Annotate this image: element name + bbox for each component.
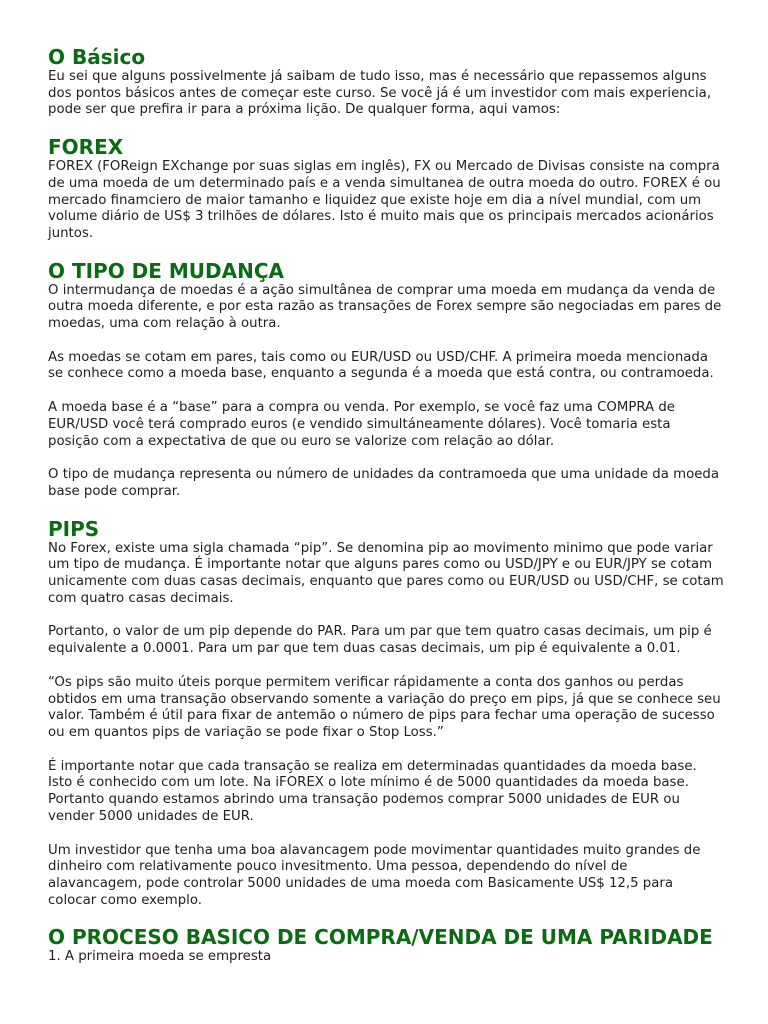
section-title: PIPS (48, 516, 100, 541)
paragraph: A moeda base é a “base” para a compra ou venda. Por exemplo, se você faz uma COMPRA de EUR/USD você terá comprado euros (e vendido simultáneamente dólares). Você tomaria esta posição com a expectativa de que ou euro se valorize com relação ao dólar. (48, 400, 675, 449)
paragraph: O tipo de mudança representa ou número de unidades da contramoeda que uma unidade da moeda base pode comprar. (48, 467, 719, 499)
section-title: O TIPO DE MUDANÇA (48, 258, 285, 283)
paragraph: Eu sei que alguns possivelmente já saibam de tudo isso, mas é necessário que repassemos alguns dos pontos básicos antes de começar este curso. Se você já é um investidor com mais experiencia, pode ser que prefira ir para a próxima lição. De qualquer forma, aqui vamos: (48, 69, 712, 118)
document-body (48, 45, 724, 982)
paragraph: As moedas se cotam em pares, tais como ou EUR/USD ou USD/CHF. A primeira moeda mencionada se conhece como a moeda base, enquanto a segunda é a moeda que está contra, ou contramoeda. (48, 349, 714, 382)
paragraph: O intermudança de moedas é a ação simultânea de comprar uma moeda em mudança da venda de outra moeda diferente, e por esta razão as transações de Forex sempre são negociadas em pares de moedas, uma com relação à outra. (48, 282, 722, 332)
quote-paragraph: “Os pips são muito úteis porque permitem verificar rápidamente a conta dos ganhos ou perdas obtidos em uma transação observando somente a variação do preço em pips, já que se conhece seu valor. Também é útil para fixar de antemão o número de pips para fechar uma operação de sucesso ou em quantos pips de variação se pode fixar o Stop Loss.” (48, 674, 721, 740)
section-proceso-basico (48, 925, 724, 966)
list-item: 1. A primeira moeda se empresta (48, 949, 272, 965)
paragraph: É importante notar que cada transação se realiza em determinadas quantidades da moeda base. Isto é conhecido com um lote. Na iFOREX o lote mínimo é de 5000 quantidades da moeda base. Portanto quando estamos abrindo uma transação podemos comprar 5000 unidades de EUR ou vender 5000 unidades de EUR. (48, 758, 697, 824)
section-title: FOREX (48, 135, 124, 160)
section-title: O Básico (48, 45, 146, 69)
section-title: O PROCESO BASICO DE COMPRA/VENDA DE UMA PARIDADE (48, 925, 713, 950)
section-pips (48, 517, 724, 910)
paragraph: FOREX (FOReign EXchange por suas siglas em inglês), FX ou Mercado de Divisas consiste na compra de uma moeda de um determinado país e a venda simultanea de outra moeda do outro. FOREX é ou mercado finamciero de maior tamanho e liquidez que existe hoje em dia a nível mundial, com um volume diário de US$ 3 trilhões de dólares. Isto é muito mais que os principais mercados acionários juntos. (48, 159, 721, 241)
paragraph: No Forex, existe uma sigla chamada “pip”. Se denomina pip ao movimento minimo que pode variar um tipo de mudança. É importante notar que alguns pares como ou USD/JPY e ou EUR/JPY se cotam unicamente com duas casas decimais, enquanto que pares como ou EUR/USD ou USD/CHF, se cotam com quatro casas decimais. (48, 540, 724, 606)
section-tipo-de-mudanca (48, 259, 724, 501)
section-basico (48, 45, 724, 119)
paragraph: Um investidor que tenha uma boa alavancagem pode movimentar quantidades muito grandes de dinheiro com relativamente pouco invesitmento. Uma pessoa, dependendo do nível de alavancagem, pode controlar 5000 unidades de uma moeda com Basicamente US$ 12,5 para colocar como exemplo. (48, 842, 701, 908)
paragraph: Portanto, o valor de um pip depende do PAR. Para um par que tem quatro casas decimais, um pip é equivalente a 0.0001. Para um par que tem duas casas decimais, um pip é equivalente a 0.01. (48, 624, 712, 657)
section-forex (48, 135, 724, 243)
